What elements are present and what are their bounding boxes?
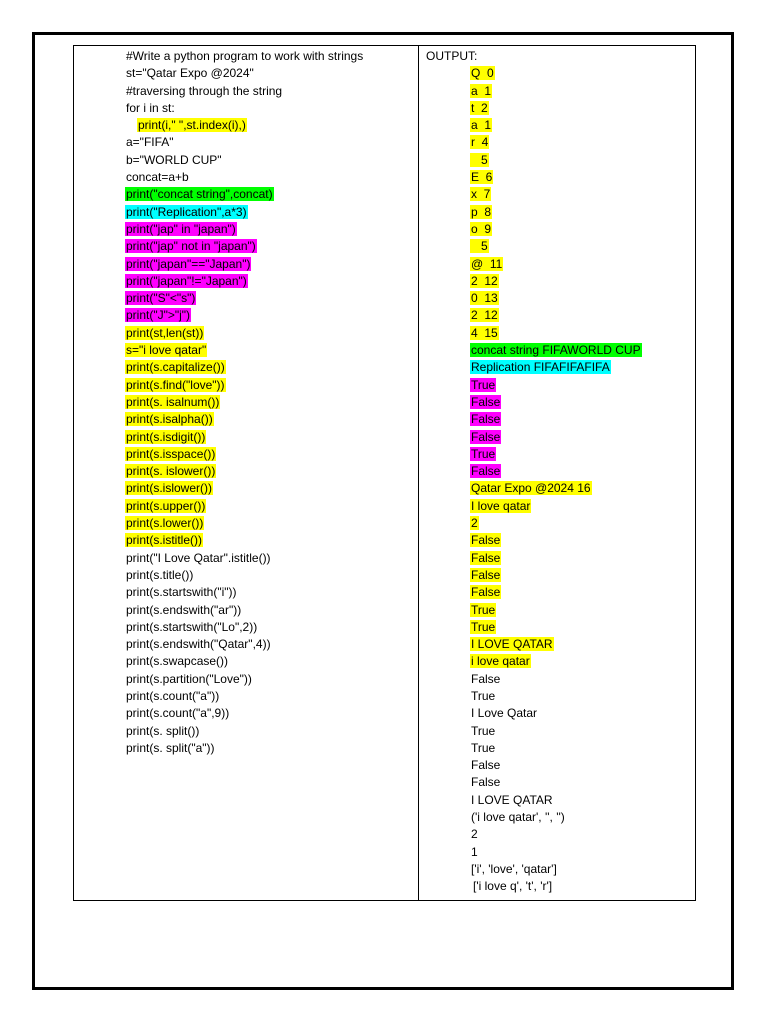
code-line xyxy=(125,65,364,82)
code-line xyxy=(125,567,364,584)
code-line-text: print(s.istitle()) xyxy=(126,533,203,548)
output-line xyxy=(425,394,642,411)
code-line xyxy=(125,273,364,290)
code-line xyxy=(125,411,364,428)
output-line-text: False xyxy=(471,550,501,565)
code-line-text: print("Replication",a*3) xyxy=(126,204,247,219)
output-line-text: False xyxy=(471,585,501,600)
output-line xyxy=(425,515,642,532)
code-line xyxy=(125,532,364,549)
output-line xyxy=(425,532,642,549)
code-line xyxy=(125,186,364,203)
output-line xyxy=(425,740,642,757)
output-line xyxy=(425,238,642,255)
code-line xyxy=(125,446,364,463)
output-line-text: False xyxy=(471,567,501,582)
code-line xyxy=(125,671,364,688)
code-line-text: print("jap" in "japan") xyxy=(126,221,236,236)
code-line xyxy=(125,705,364,722)
code-line-text: for i in st: xyxy=(126,100,175,115)
code-line xyxy=(125,480,364,497)
code-line xyxy=(125,134,364,151)
output-line-text: Replication FIFAFIFAFIFA xyxy=(471,360,610,375)
code-line-text: print(s.partition("Love")) xyxy=(126,671,252,686)
output-line xyxy=(425,342,642,359)
code-line xyxy=(125,325,364,342)
output-column xyxy=(425,48,642,896)
output-line xyxy=(425,83,642,100)
code-line xyxy=(125,152,364,169)
code-line-text: print(s. isalnum()) xyxy=(126,394,220,409)
code-line xyxy=(125,584,364,601)
output-line-text: False xyxy=(471,429,501,444)
code-line xyxy=(125,307,364,324)
code-line-text: print(s. islower()) xyxy=(126,464,216,479)
output-line xyxy=(425,567,642,584)
output-line-text: False xyxy=(471,464,501,479)
output-line xyxy=(425,463,642,480)
code-line xyxy=(125,359,364,376)
output-line xyxy=(425,550,642,567)
output-line xyxy=(425,619,642,636)
output-line-text: True xyxy=(471,740,496,755)
code-line xyxy=(125,169,364,186)
output-line xyxy=(425,792,642,809)
output-line xyxy=(425,688,642,705)
code-line-text: print(s.isdigit()) xyxy=(126,429,206,444)
output-line xyxy=(425,290,642,307)
output-line-text: False xyxy=(471,412,501,427)
output-line-text: Qatar Expo @2024 16 xyxy=(471,481,591,496)
code-line-text: #Write a python program to work with strings xyxy=(126,49,364,63)
output-line xyxy=(425,774,642,791)
code-column xyxy=(125,48,364,757)
code-line xyxy=(125,515,364,532)
output-line xyxy=(425,411,642,428)
output-line-text: False xyxy=(471,758,501,773)
output-line xyxy=(425,204,642,221)
code-line xyxy=(125,723,364,740)
code-line xyxy=(125,342,364,359)
code-line-text: print(s.startswith("Lo",2)) xyxy=(126,619,258,634)
output-line-text: p 8 xyxy=(471,204,492,219)
output-line xyxy=(425,186,642,203)
code-line-text: print("japan"=="Japan") xyxy=(126,256,251,271)
output-line xyxy=(425,325,642,342)
output-line xyxy=(425,844,642,861)
output-line-text: Q 0 xyxy=(471,66,494,81)
code-line xyxy=(125,498,364,515)
output-line-text: o 9 xyxy=(471,221,492,236)
output-line-text: ['i', 'love', 'qatar'] xyxy=(471,861,557,876)
output-line-text: OUTPUT: xyxy=(426,49,478,63)
code-line xyxy=(125,653,364,670)
code-line-text: s="i love qatar" xyxy=(126,343,207,358)
code-line-text: print(s. split()) xyxy=(126,723,200,738)
output-line xyxy=(425,221,642,238)
code-line xyxy=(125,377,364,394)
output-line-text: 2 xyxy=(471,516,478,531)
output-line xyxy=(425,636,642,653)
code-line xyxy=(125,83,364,100)
output-line-text: False xyxy=(471,394,501,409)
output-line-text: True xyxy=(471,446,496,461)
code-line xyxy=(125,688,364,705)
output-line xyxy=(425,757,642,774)
code-line xyxy=(125,463,364,480)
code-line-text: print("S"<"s") xyxy=(126,291,196,306)
output-line-text: x 7 xyxy=(471,187,491,202)
code-line-text: print("concat string",concat) xyxy=(126,187,273,202)
output-line-text: r 4 xyxy=(471,135,489,150)
code-line-text: print(s.startswith("i")) xyxy=(126,585,237,600)
code-line-text: print(s.isalpha()) xyxy=(126,412,213,427)
code-line xyxy=(125,117,364,134)
column-divider xyxy=(418,45,419,901)
output-line-text: False xyxy=(471,533,501,548)
output-line xyxy=(425,878,642,895)
output-line xyxy=(425,169,642,186)
output-line xyxy=(425,307,642,324)
output-line xyxy=(425,134,642,151)
code-line xyxy=(125,238,364,255)
code-line xyxy=(125,221,364,238)
output-line-text: a 1 xyxy=(471,83,492,98)
output-line-text: I LOVE QATAR xyxy=(471,637,553,652)
code-line xyxy=(125,740,364,757)
code-line-text: #traversing through the string xyxy=(126,83,283,98)
code-line xyxy=(125,290,364,307)
output-line xyxy=(425,861,642,878)
output-line-text: 2 12 xyxy=(471,308,498,323)
output-line xyxy=(425,359,642,376)
code-line xyxy=(125,602,364,619)
output-line-text: False xyxy=(471,775,501,790)
output-line xyxy=(425,273,642,290)
code-line-text: print(s.endswith("ar")) xyxy=(126,602,242,617)
code-line xyxy=(125,48,364,65)
output-line xyxy=(425,117,642,134)
code-line-text: print(s.count("a")) xyxy=(126,688,220,703)
output-line xyxy=(425,498,642,515)
output-line xyxy=(425,446,642,463)
code-line xyxy=(125,256,364,273)
code-line-text: print(s.islower()) xyxy=(126,481,213,496)
output-line-text: @ 11 xyxy=(471,256,503,271)
output-line xyxy=(425,584,642,601)
output-line-text: concat string FIFAWORLD CUP xyxy=(471,343,641,358)
output-line xyxy=(425,100,642,117)
output-line xyxy=(425,705,642,722)
output-line-text: True xyxy=(471,723,496,738)
code-line-text: print("jap" not in "japan") xyxy=(126,239,256,254)
output-line xyxy=(425,602,642,619)
output-line-text: ['i love q', 't', 'r'] xyxy=(473,879,553,894)
code-line-text: a="FIFA" xyxy=(126,135,174,150)
code-line xyxy=(125,636,364,653)
code-line-text: print("J">"j") xyxy=(126,308,191,323)
code-line xyxy=(125,619,364,636)
output-line xyxy=(425,377,642,394)
code-line xyxy=(125,204,364,221)
output-line-text: 1 xyxy=(471,844,478,859)
output-line xyxy=(425,653,642,670)
output-line-text: False xyxy=(471,671,501,686)
code-line xyxy=(125,394,364,411)
code-line-text: print(st,len(st)) xyxy=(126,325,204,340)
output-line-text: i love qatar xyxy=(471,654,530,669)
output-line xyxy=(425,48,642,65)
output-line-text: True xyxy=(471,602,496,617)
code-line-text: print(s.title()) xyxy=(126,567,194,582)
code-line-text: print(s.upper()) xyxy=(126,498,206,513)
code-line-text: b="WORLD CUP" xyxy=(126,152,222,167)
code-line-text: st="Qatar Expo @2024" xyxy=(126,66,254,81)
output-line-text: 0 13 xyxy=(471,291,498,306)
output-line xyxy=(425,809,642,826)
output-line-text: 4 15 xyxy=(471,325,498,340)
output-line xyxy=(425,256,642,273)
output-line-text: I love qatar xyxy=(471,498,531,513)
code-line-text: print(s.count("a",9)) xyxy=(126,706,230,721)
code-line-text: print(i," ",st.index(i),) xyxy=(138,118,246,133)
output-line-text: 5 xyxy=(471,239,488,254)
output-line-text: 2 12 xyxy=(471,273,498,288)
code-line-text: print(s.endswith("Qatar",4)) xyxy=(126,637,271,652)
output-line-text: I Love Qatar xyxy=(471,706,538,721)
code-line-text: print(s.isspace()) xyxy=(126,446,216,461)
output-line-text: 5 xyxy=(471,152,488,167)
code-line-text: print("I Love Qatar".istitle()) xyxy=(126,550,271,565)
output-line xyxy=(425,723,642,740)
output-line xyxy=(425,480,642,497)
code-line xyxy=(125,550,364,567)
output-line xyxy=(425,429,642,446)
output-line-text: ('i love qatar', '', '') xyxy=(471,810,565,825)
code-line-text: print("japan"!="Japan") xyxy=(126,273,247,288)
output-line-text: True xyxy=(471,688,496,703)
output-line-text: I LOVE QATAR xyxy=(471,792,553,807)
output-line xyxy=(425,671,642,688)
code-line xyxy=(125,100,364,117)
code-line xyxy=(125,429,364,446)
output-line-text: t 2 xyxy=(471,100,488,115)
code-line-text: print(s.find("love")) xyxy=(126,377,225,392)
code-line-text: print(s.capitalize()) xyxy=(126,360,225,375)
output-line-text: a 1 xyxy=(471,118,492,133)
output-line-text: E 6 xyxy=(471,170,493,185)
code-line-text: print(s.lower()) xyxy=(126,516,204,531)
code-line-text: concat=a+b xyxy=(126,170,189,185)
output-line xyxy=(425,65,642,82)
code-line-text: print(s.swapcase()) xyxy=(126,654,229,669)
output-line xyxy=(425,826,642,843)
output-line-text: 2 xyxy=(471,827,478,842)
output-line-text: True xyxy=(471,619,496,634)
output-line-text: True xyxy=(471,377,496,392)
code-line-text: print(s. split("a")) xyxy=(126,740,215,755)
output-line xyxy=(425,152,642,169)
